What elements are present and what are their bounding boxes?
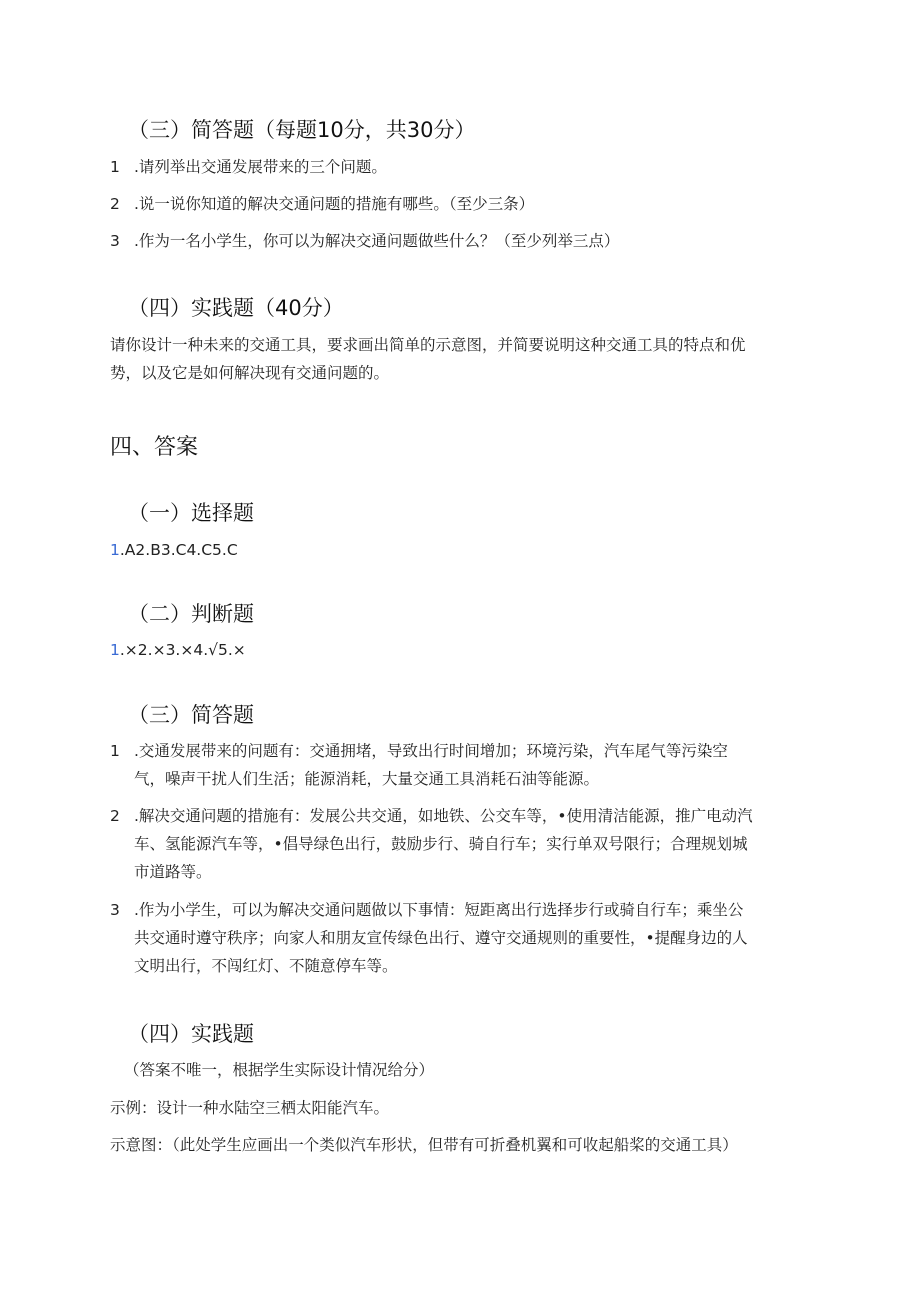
answers-choice-title: （一）选择题 (128, 501, 254, 525)
section3-question-1 (110, 160, 387, 176)
question-text: .说一说你知道的解决交通问题的措施有哪些。（至少三条） (134, 195, 535, 213)
answers-practice-note: （答案不唯一，根据学生实际设计情况给分） (124, 1061, 435, 1079)
section3-question-2 (110, 197, 534, 213)
question-number: 2 (110, 195, 120, 213)
answers-short-item-1-line1 (110, 744, 728, 760)
question-text: .请列举出交通发展带来的三个问题。 (134, 158, 387, 176)
answers-short-item-2-line3: 市道路等。 (134, 863, 212, 881)
answers-short-item-3-line3: 文明出行，不闯红灯、不随意停车等。 (134, 957, 398, 975)
answers-practice-example: 示例：设计一种水陆空三栖太阳能汽车。 (110, 1099, 390, 1117)
answer-text: .解决交通问题的措施有：发展公共交通，如地铁、公交车等，•使用清洁能源，推广电动汽 (134, 807, 753, 825)
answers-judge-title: （二）判断题 (128, 602, 254, 626)
answers-short-item-2-line2: 车、氢能源汽车等，•倡导绿色出行，鼓励步行、骑自行车；实行单双号限行；合理规划城 (134, 835, 748, 853)
question-text: .作为一名小学生，你可以为解决交通问题做些什么？（至少列举三点） (134, 232, 620, 250)
section3-question-3 (110, 234, 619, 250)
answers-practice-title: （四）实践题 (128, 1022, 254, 1046)
answer-number: 3 (110, 901, 120, 919)
answer-number: 1 (110, 742, 120, 760)
answer-text: .A2.B3.C4.C5.C (119, 541, 238, 559)
answers-short-item-1-line2: 气，噪声干扰人们生活；能源消耗，大量交通工具消耗石油等能源。 (134, 770, 600, 788)
answer-number: 1 (110, 541, 120, 559)
answer-number: 1 (110, 641, 120, 659)
answers-short-item-2-line1 (110, 809, 753, 825)
answer-text: .×2.×3.×4.√5.× (119, 641, 246, 659)
answers-short-item-3-line2: 共交通时遵守秩序；向家人和朋友宣传绿色出行、遵守交通规则的重要性，•提醒身边的人 (134, 929, 748, 947)
answers-short-title: （三）简答题 (128, 703, 254, 727)
answer-number: 2 (110, 807, 120, 825)
answer-text: .交通发展带来的问题有：交通拥堵，导致出行时间增加；环境污染，汽车尾气等污染空 (134, 742, 728, 760)
section4-prompt-line2: 势，以及它是如何解决现有交通问题的。 (110, 364, 390, 382)
answers-practice-diagram: 示意图：（此处学生应画出一个类似汽车形状，但带有可折叠机翼和可收起船桨的交通工具） (110, 1136, 738, 1154)
answers-choice-line (110, 543, 238, 559)
answer-text: .作为小学生，可以为解决交通问题做以下事情：短距离出行选择步行或骑自行车；乘坐公 (134, 901, 744, 919)
section3-title: （三）简答题（每题10分，共30分） (128, 118, 476, 142)
answers-judge-line (110, 643, 246, 659)
section4-title: （四）实践题（40分） (128, 296, 344, 320)
answers-title: 四、答案 (110, 435, 199, 460)
section4-prompt-line1: 请你设计一种未来的交通工具，要求画出简单的示意图，并简要说明这种交通工具的特点和优 (110, 336, 746, 354)
question-number: 3 (110, 232, 120, 250)
answers-short-item-3-line1 (110, 903, 743, 919)
question-number: 1 (110, 158, 120, 176)
